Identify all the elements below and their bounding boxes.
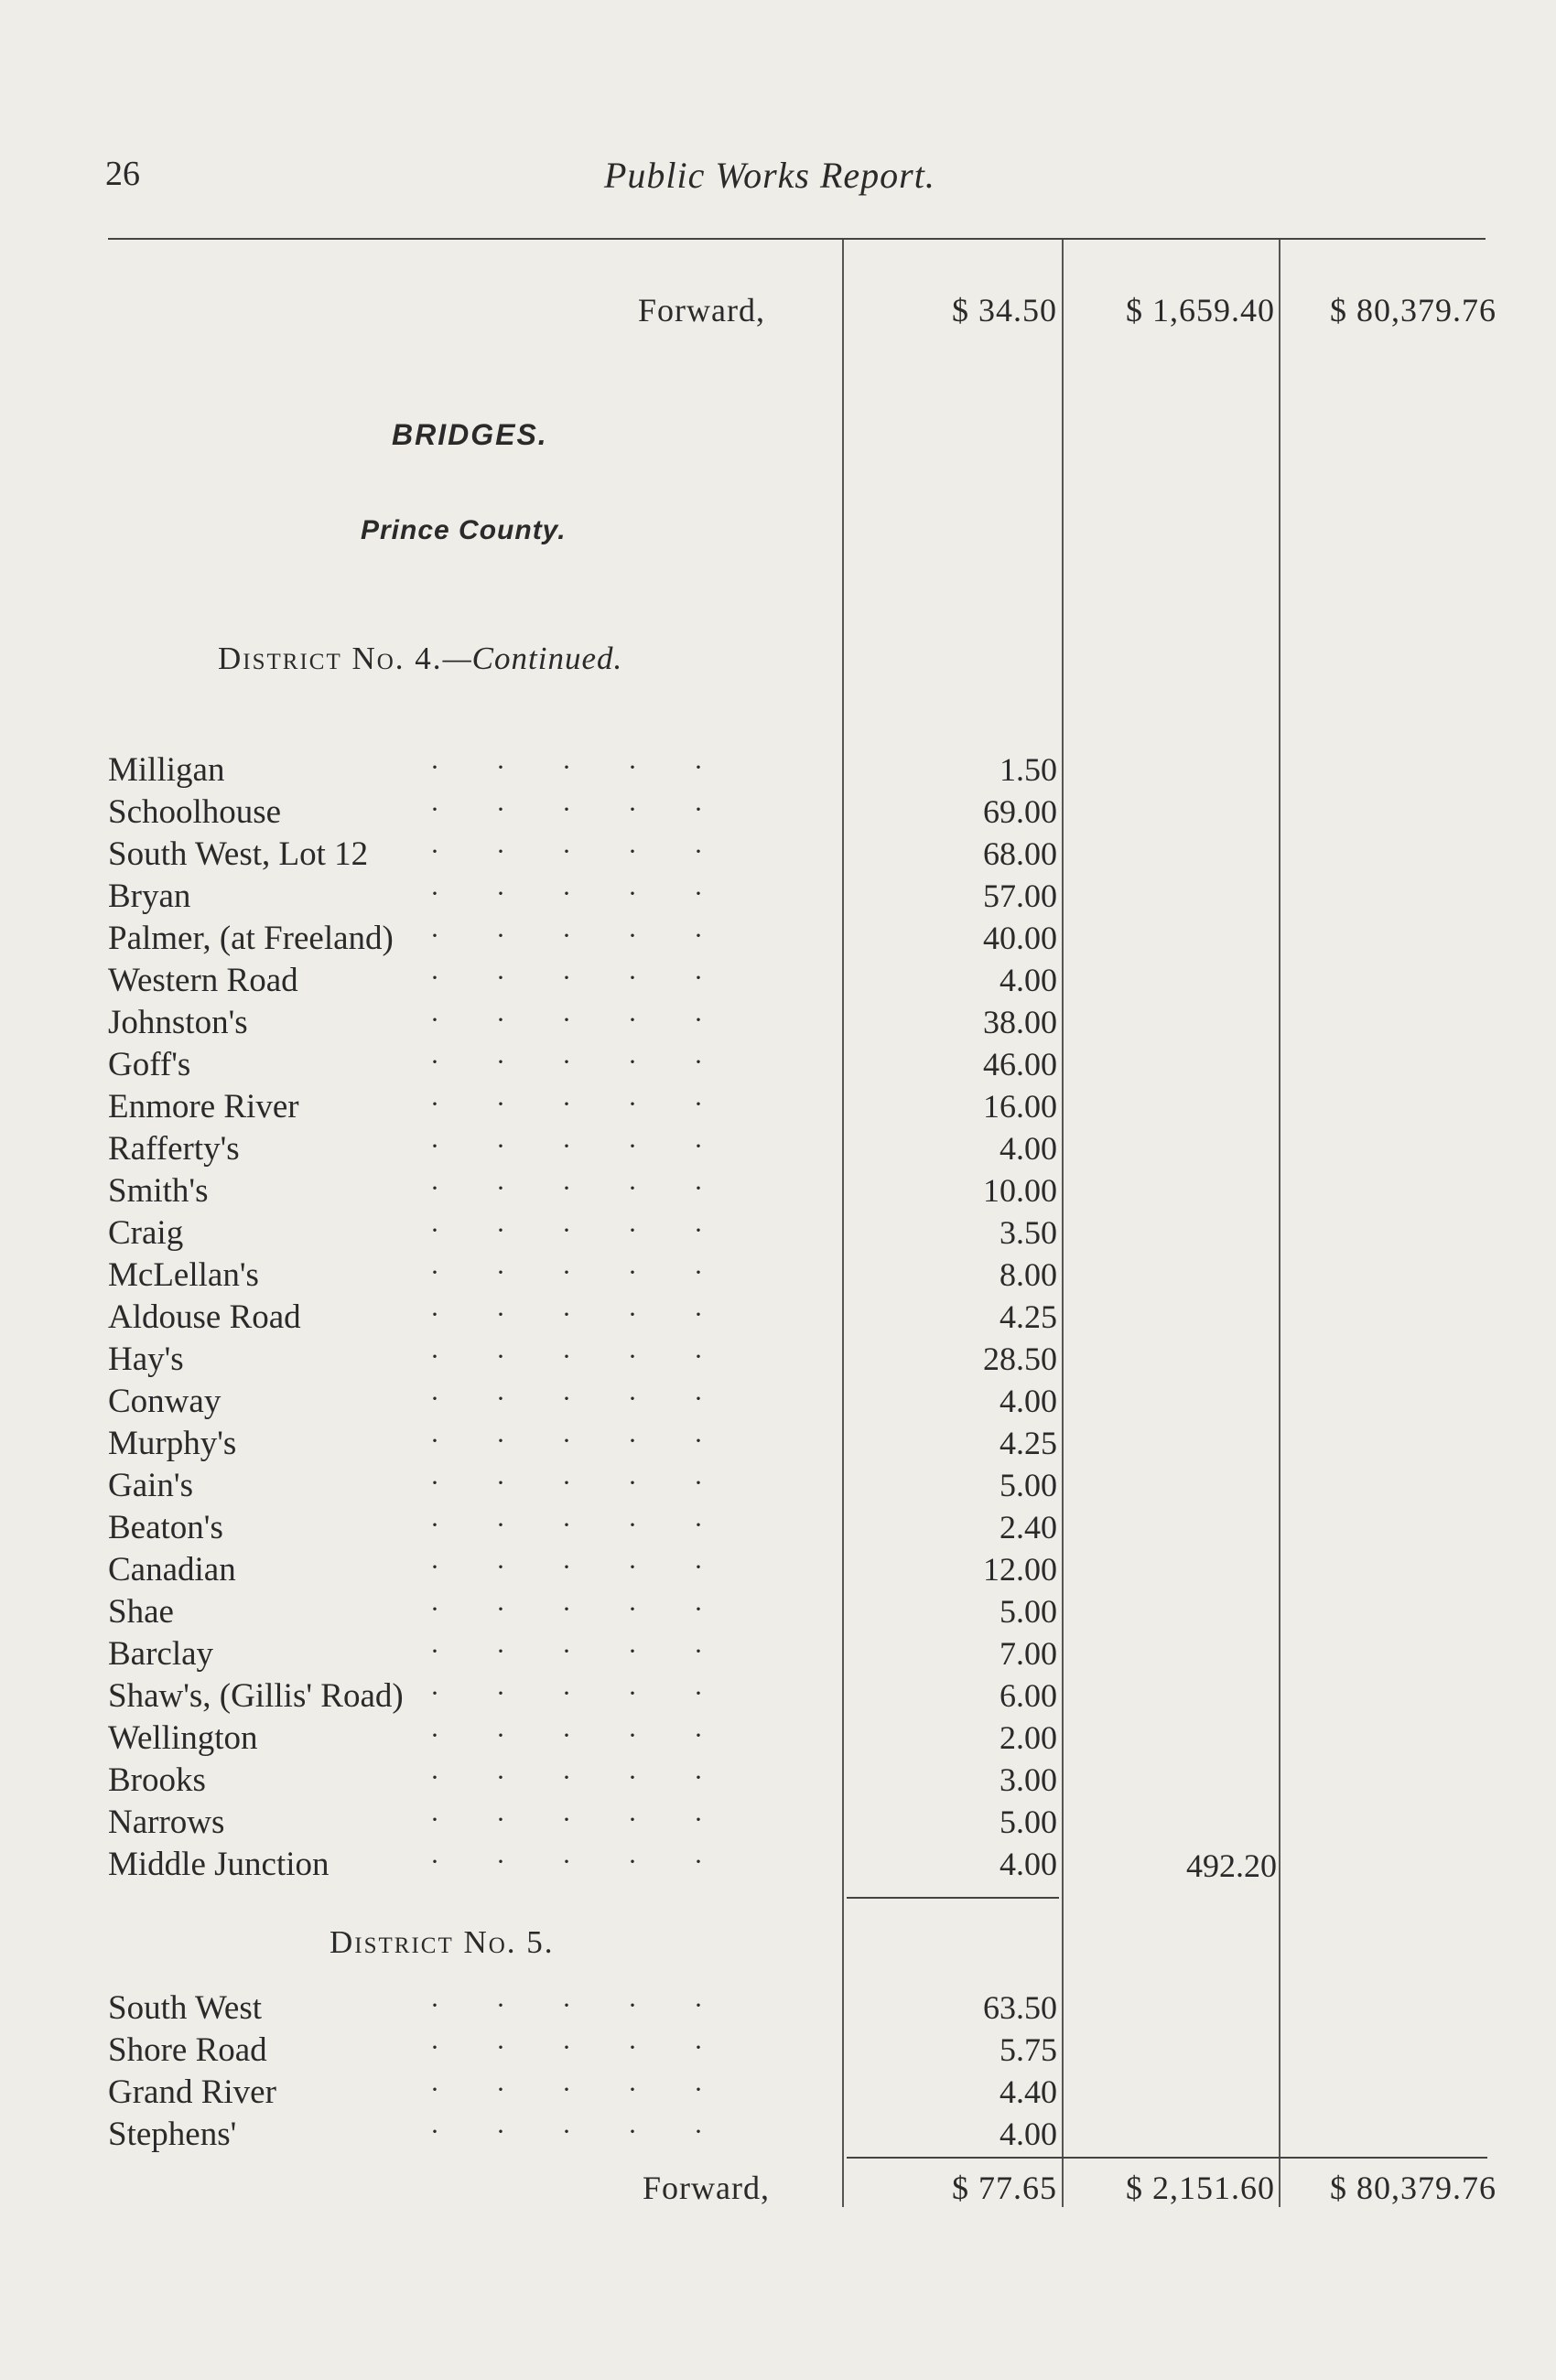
row-name: Rafferty's bbox=[108, 1130, 240, 1168]
leader-dots: ····· bbox=[430, 1720, 760, 1750]
leader-dots: ····· bbox=[430, 1131, 760, 1161]
row-amount: 63.50 bbox=[983, 1989, 1057, 2026]
leader-dots: ····· bbox=[430, 836, 760, 867]
row-amount: 10.00 bbox=[983, 1172, 1057, 1209]
row-amount: 46.00 bbox=[983, 1046, 1057, 1082]
row-name: Beaton's bbox=[108, 1509, 223, 1546]
leader-dots: ····· bbox=[430, 1173, 760, 1203]
leader-dots: ····· bbox=[430, 2074, 760, 2105]
row-name: Narrows bbox=[108, 1804, 225, 1841]
district-5-heading bbox=[330, 1924, 555, 1961]
row-amount: 4.00 bbox=[1000, 962, 1057, 998]
leader-dots: ····· bbox=[430, 1678, 760, 1708]
leader-dots: ····· bbox=[430, 1636, 760, 1666]
row-amount: 4.00 bbox=[1000, 1383, 1057, 1419]
leader-dots: ····· bbox=[430, 921, 760, 951]
row-amount: 2.00 bbox=[1000, 1719, 1057, 1756]
forward-bottom-col2: $ 2,151.60 bbox=[1126, 2170, 1275, 2206]
row-name: Shae bbox=[108, 1593, 174, 1631]
row-name: Hay's bbox=[108, 1341, 184, 1378]
leader-dots: ····· bbox=[430, 1468, 760, 1498]
row-name: Smith's bbox=[108, 1172, 209, 1210]
row-name: Enmore River bbox=[108, 1088, 299, 1125]
row-name: Shore Road bbox=[108, 2031, 267, 2069]
row-name: Bryan bbox=[108, 878, 191, 915]
forward-label-top: Forward, bbox=[638, 292, 765, 328]
county-title: Prince County. bbox=[361, 515, 567, 545]
column-rule-3 bbox=[1279, 240, 1280, 2207]
row-amount: 5.00 bbox=[1000, 1593, 1057, 1630]
row-amount: 28.50 bbox=[983, 1341, 1057, 1377]
row-name: Palmer, (at Freeland) bbox=[108, 920, 394, 957]
column-rule-2 bbox=[1062, 240, 1064, 2207]
row-amount: 3.50 bbox=[1000, 1214, 1057, 1251]
leader-dots: ····· bbox=[430, 2032, 760, 2062]
leader-dots: ····· bbox=[430, 2116, 760, 2147]
row-name: Milligan bbox=[108, 751, 225, 789]
row-name: Conway bbox=[108, 1383, 222, 1420]
leader-dots: ····· bbox=[430, 1257, 760, 1287]
row-amount: 8.00 bbox=[1000, 1256, 1057, 1293]
row-name: Shaw's, (Gillis' Road) bbox=[108, 1677, 404, 1715]
row-name: Schoolhouse bbox=[108, 793, 282, 831]
section-title: BRIDGES. bbox=[392, 418, 548, 451]
row-name: Middle Junction bbox=[108, 1846, 330, 1883]
district-5-label: District No. 5. bbox=[330, 1924, 555, 1960]
row-name: Craig bbox=[108, 1214, 184, 1252]
forward-bottom-col1: $ 77.65 bbox=[952, 2170, 1057, 2206]
row-name: Aldouse Road bbox=[108, 1298, 301, 1336]
row-amount: 12.00 bbox=[983, 1551, 1057, 1588]
district-4-label: District No. 4. bbox=[218, 641, 443, 676]
row-name: McLellan's bbox=[108, 1256, 259, 1294]
leader-dots: ····· bbox=[430, 1847, 760, 1877]
row-amount: 3.00 bbox=[1000, 1761, 1057, 1798]
row-name: Stephens' bbox=[108, 2116, 237, 2153]
row-amount: 6.00 bbox=[1000, 1677, 1057, 1714]
district-4-subtotal: 492.20 bbox=[1186, 1847, 1277, 1884]
leader-dots: ····· bbox=[430, 1384, 760, 1414]
row-amount: 4.00 bbox=[1000, 1130, 1057, 1167]
row-amount: 7.00 bbox=[1000, 1635, 1057, 1672]
page-number: 26 bbox=[105, 155, 140, 193]
row-name: Wellington bbox=[108, 1719, 258, 1757]
row-amount: 2.40 bbox=[1000, 1509, 1057, 1545]
leader-dots: ····· bbox=[430, 1552, 760, 1582]
row-amount: 40.00 bbox=[983, 920, 1057, 956]
row-name: South West bbox=[108, 1989, 262, 2027]
row-name: Western Road bbox=[108, 962, 298, 999]
row-amount: 5.00 bbox=[1000, 1804, 1057, 1840]
row-name: South West, Lot 12 bbox=[108, 835, 369, 873]
leader-dots: ····· bbox=[430, 1089, 760, 1119]
leader-dots: ····· bbox=[430, 794, 760, 824]
leader-dots: ····· bbox=[430, 1299, 760, 1330]
forward-top-col3: $ 80,379.76 bbox=[1330, 292, 1497, 328]
row-amount: 38.00 bbox=[983, 1004, 1057, 1040]
row-amount: 69.00 bbox=[983, 793, 1057, 830]
leader-dots: ····· bbox=[430, 1426, 760, 1456]
forward-top-col1: $ 34.50 bbox=[952, 292, 1057, 328]
leader-dots: ····· bbox=[430, 878, 760, 909]
leader-dots: ····· bbox=[430, 1594, 760, 1624]
row-name: Barclay bbox=[108, 1635, 214, 1673]
leader-dots: ····· bbox=[430, 963, 760, 993]
forward-label-bottom: Forward, bbox=[643, 2170, 770, 2206]
column-rule-1 bbox=[842, 240, 844, 2207]
row-name: Brooks bbox=[108, 1761, 206, 1799]
row-amount: 4.25 bbox=[1000, 1425, 1057, 1461]
forward-top-col2: $ 1,659.40 bbox=[1126, 292, 1275, 328]
row-name: Goff's bbox=[108, 1046, 191, 1083]
row-amount: 5.00 bbox=[1000, 1467, 1057, 1503]
row-name: Canadian bbox=[108, 1551, 236, 1588]
row-amount: 4.25 bbox=[1000, 1298, 1057, 1335]
row-amount: 1.50 bbox=[1000, 751, 1057, 788]
row-amount: 5.75 bbox=[1000, 2031, 1057, 2068]
leader-dots: ····· bbox=[430, 1341, 760, 1372]
leader-dots: ····· bbox=[430, 1990, 760, 2020]
row-amount: 4.00 bbox=[1000, 1846, 1057, 1882]
leader-dots: ····· bbox=[430, 1047, 760, 1077]
leader-dots: ····· bbox=[430, 752, 760, 782]
forward-bottom-col3: $ 80,379.76 bbox=[1330, 2170, 1497, 2206]
running-title: Public Works Report. bbox=[604, 155, 935, 196]
row-amount: 16.00 bbox=[983, 1088, 1057, 1125]
row-name: Gain's bbox=[108, 1467, 193, 1504]
leader-dots: ····· bbox=[430, 1005, 760, 1035]
district-4-total-rule bbox=[847, 1897, 1059, 1899]
district-4-continued: —Continued. bbox=[442, 641, 623, 676]
row-amount: 4.00 bbox=[1000, 2116, 1057, 2152]
leader-dots: ····· bbox=[430, 1215, 760, 1245]
row-name: Murphy's bbox=[108, 1425, 237, 1462]
leader-dots: ····· bbox=[430, 1510, 760, 1540]
row-amount: 4.40 bbox=[1000, 2073, 1057, 2110]
leader-dots: ····· bbox=[430, 1804, 760, 1835]
row-name: Grand River bbox=[108, 2073, 276, 2111]
row-name: Johnston's bbox=[108, 1004, 248, 1041]
bottom-total-rule bbox=[847, 2157, 1487, 2159]
leader-dots: ····· bbox=[430, 1762, 760, 1793]
row-amount: 57.00 bbox=[983, 878, 1057, 914]
district-4-heading bbox=[218, 641, 622, 677]
row-amount: 68.00 bbox=[983, 835, 1057, 872]
